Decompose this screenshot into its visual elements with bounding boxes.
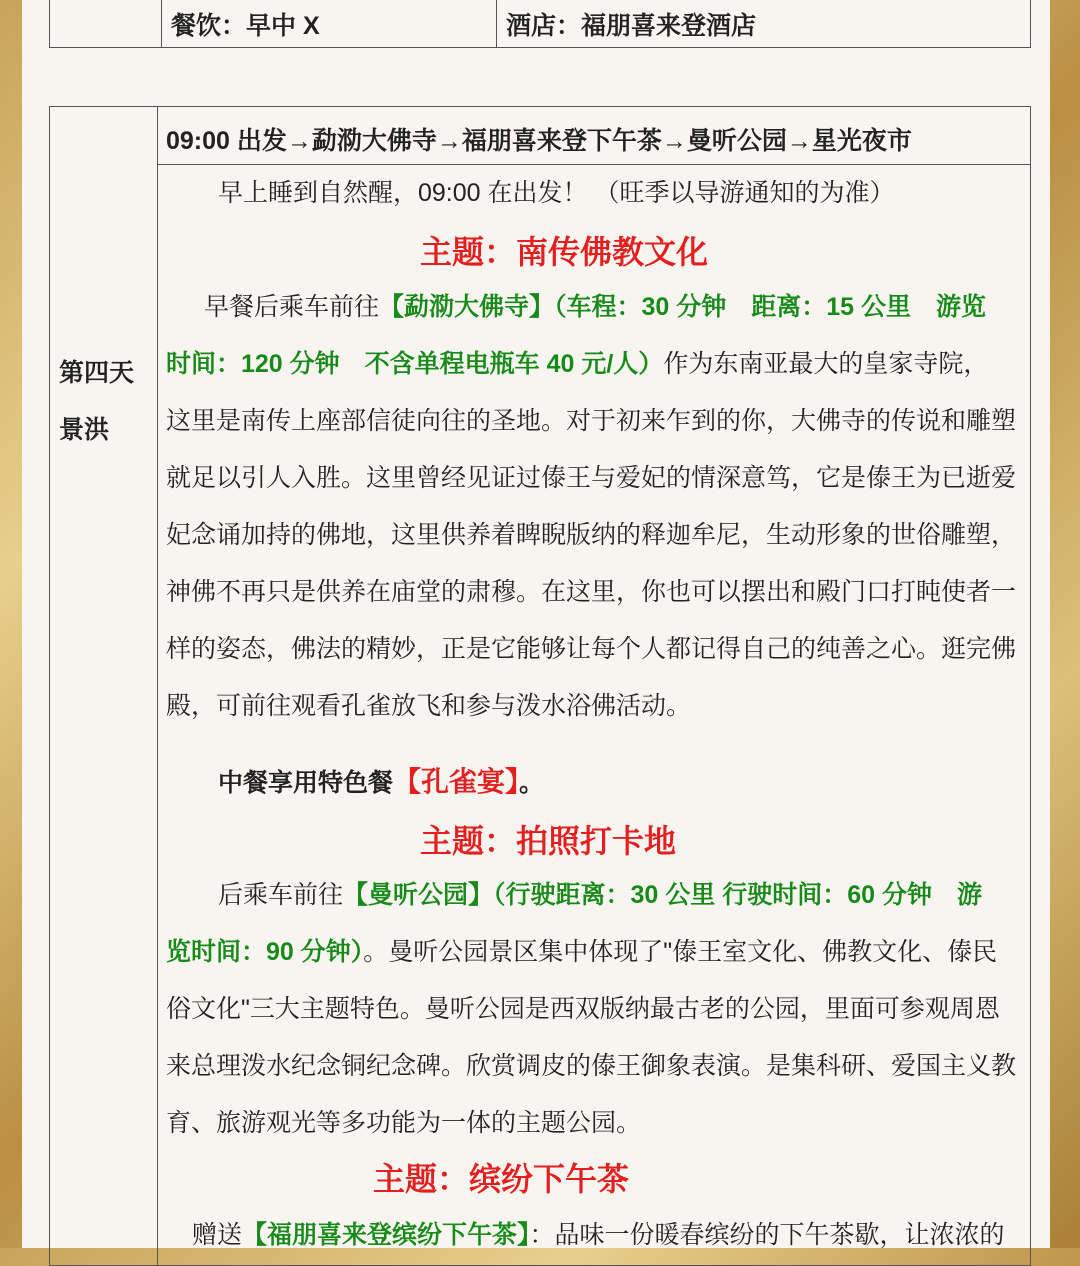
intro-text: 早上睡到自然醒，09:00 在出发！ （旺季以导游通知的为准） bbox=[218, 179, 895, 207]
paragraph-1-line-8: 殿，可前往观看孔雀放飞和参与泼水浴佛活动。 bbox=[166, 692, 692, 720]
park-time-info: 览时间：90 分钟） bbox=[166, 938, 364, 966]
hotel-cell bbox=[496, 0, 1031, 47]
tea-highlight: 【福朋喜来登缤纷下午茶】 bbox=[242, 1221, 530, 1249]
meals-cell bbox=[161, 0, 496, 47]
meals-info: 餐饮：早中 X bbox=[171, 12, 320, 40]
temple-highlight: 【勐泐大佛寺】（车程：30 分钟 距离：15 公里 游览 bbox=[379, 293, 987, 321]
lunch-line: 中餐享用特色餐【孔雀宴】。 bbox=[218, 766, 545, 797]
paragraph-1-line-1: 早餐后乘车前往【勐泐大佛寺】（车程：30 分钟 距离：15 公里 游览 bbox=[204, 293, 987, 321]
day-column bbox=[50, 107, 158, 1265]
paragraph-1-line-5: 妃念诵加持的佛地，这里供养着睥睨版纳的释迦牟尼，生动形象的世俗雕塑， bbox=[166, 521, 1017, 549]
hotel-info: 酒店：福朋喜来登酒店 bbox=[506, 12, 757, 40]
previous-day-table-row bbox=[49, 0, 1031, 48]
paragraph-1-line-4: 就足以引人入胜。这里曾经见证过傣王与爱妃的情深意笃，它是傣王为已逝爱 bbox=[166, 464, 1017, 492]
paragraph-2-line-3: 俗文化"三大主题特色。曼听公园是西双版纳最古老的公园，里面可参观周恩 bbox=[166, 995, 1000, 1023]
paragraph-2-line-4: 来总理泼水纪念铜纪念碑。欣赏调皮的傣王御象表演。是集科研、爱国主义教 bbox=[166, 1052, 1017, 1080]
route-row bbox=[158, 107, 1030, 165]
paragraph-1-line-3: 这里是南传上座部信徒向往的圣地。对于初来乍到的你，大佛寺的传说和雕塑 bbox=[166, 407, 1017, 435]
day-four-table bbox=[49, 106, 1031, 1266]
paragraph-2-line-5: 育、旅游观光等多功能为一体的主题公园。 bbox=[166, 1109, 642, 1137]
paragraph-1-line-6: 神佛不再只是供养在庙堂的肃穆。在这里，你也可以摆出和殿门口打盹使者一 bbox=[166, 578, 1017, 606]
day-label bbox=[59, 345, 151, 459]
paragraph-2-line-2: 览时间：90 分钟）。曼听公园景区集中体现了"傣王室文化、佛教文化、傣民 bbox=[166, 938, 998, 966]
park-highlight: 【曼听公园】（行驶距离：30 公里 行驶时间：60 分钟 游 bbox=[343, 881, 982, 909]
paragraph-2-line-1: 后乘车前往【曼听公园】（行驶距离：30 公里 行驶时间：60 分钟 游 bbox=[218, 881, 982, 909]
paragraph-1-line-7: 样的姿态，佛法的精妙，正是它能够让每个人都记得自己的纯善之心。逛完佛 bbox=[166, 635, 1017, 663]
theme-heading-2: 主题：拍照打卡地 bbox=[420, 823, 677, 859]
temple-time-info: 时间：120 分钟 不含单程电瓶车 40 元/人） bbox=[166, 350, 664, 378]
day-number: 第四天 bbox=[59, 359, 135, 387]
paragraph-1-line-2: 时间：120 分钟 不含单程电瓶车 40 元/人）作为东南亚最大的皇家寺院， bbox=[166, 350, 989, 378]
theme-heading-1: 主题：南传佛教文化 bbox=[420, 234, 709, 270]
lunch-highlight: 【孔雀宴】 bbox=[393, 766, 520, 797]
theme-heading-3: 主题：缤纷下午茶 bbox=[373, 1161, 630, 1197]
day-city: 景洪 bbox=[59, 416, 110, 444]
route-text: 09:00 出发→勐泐大佛寺→福朋喜来登下午茶→曼听公园→星光夜市 bbox=[166, 127, 912, 155]
paragraph-3-line-1: 赠送【福朋喜来登缤纷下午茶】：品味一份暖春缤纷的下午茶歇，让浓浓的 bbox=[192, 1221, 1005, 1249]
